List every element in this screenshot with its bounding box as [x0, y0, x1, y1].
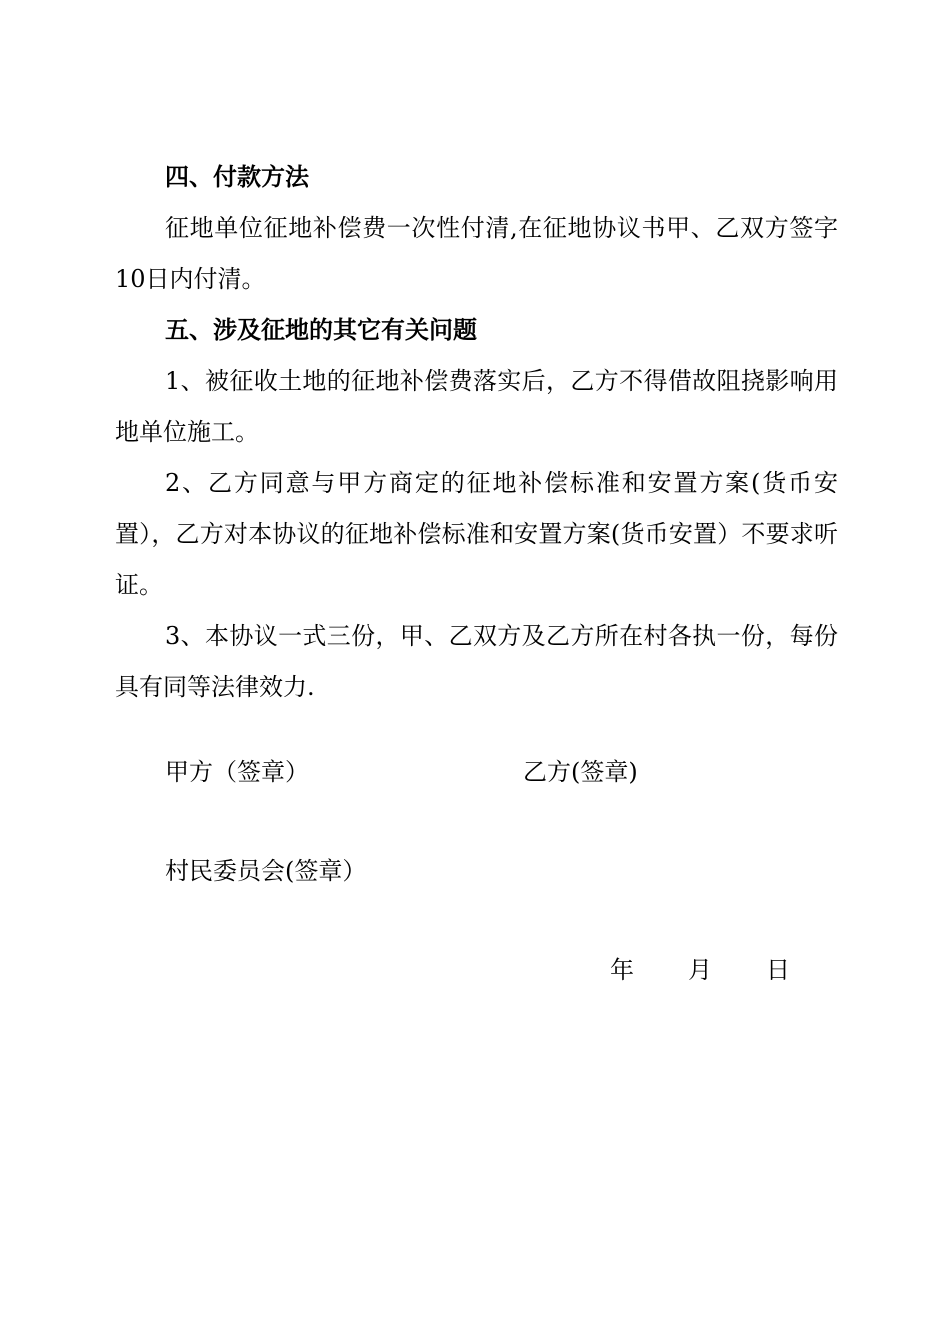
section-5-item-3: 3、本协议一式三份，甲、乙双方及乙方所在村各执一份，每份具有同等法律效力. [115, 622, 838, 701]
section-4-heading: 四、付款方法 [165, 163, 309, 191]
section-4-paragraph: 征地单位征地补偿费一次性付清,在征地协议书甲、乙双方签字10日内付清。 [115, 214, 838, 293]
document-body [115, 152, 838, 713]
date-month-label: 月 [688, 956, 712, 984]
section-5-heading: 五、涉及征地的其它有关问题 [165, 316, 477, 344]
section-5-item-1: 1、被征收土地的征地补偿费落实后，乙方不得借故阻挠影响用地单位施工。 [115, 367, 838, 446]
date-year-label: 年 [610, 956, 634, 984]
date-day-label: 日 [766, 956, 790, 984]
party-b-signature-label: 乙方(签章) [523, 758, 638, 786]
section-5-item-2: 2、乙方同意与甲方商定的征地补偿标准和安置方案(货币安置），乙方对本协议的征地补偿标准和安置方案(货币安置）不要求听证。 [115, 469, 838, 599]
party-a-signature-label: 甲方（签章） [165, 758, 309, 786]
village-committee-signature-label: 村民委员会(签章） [165, 857, 367, 885]
